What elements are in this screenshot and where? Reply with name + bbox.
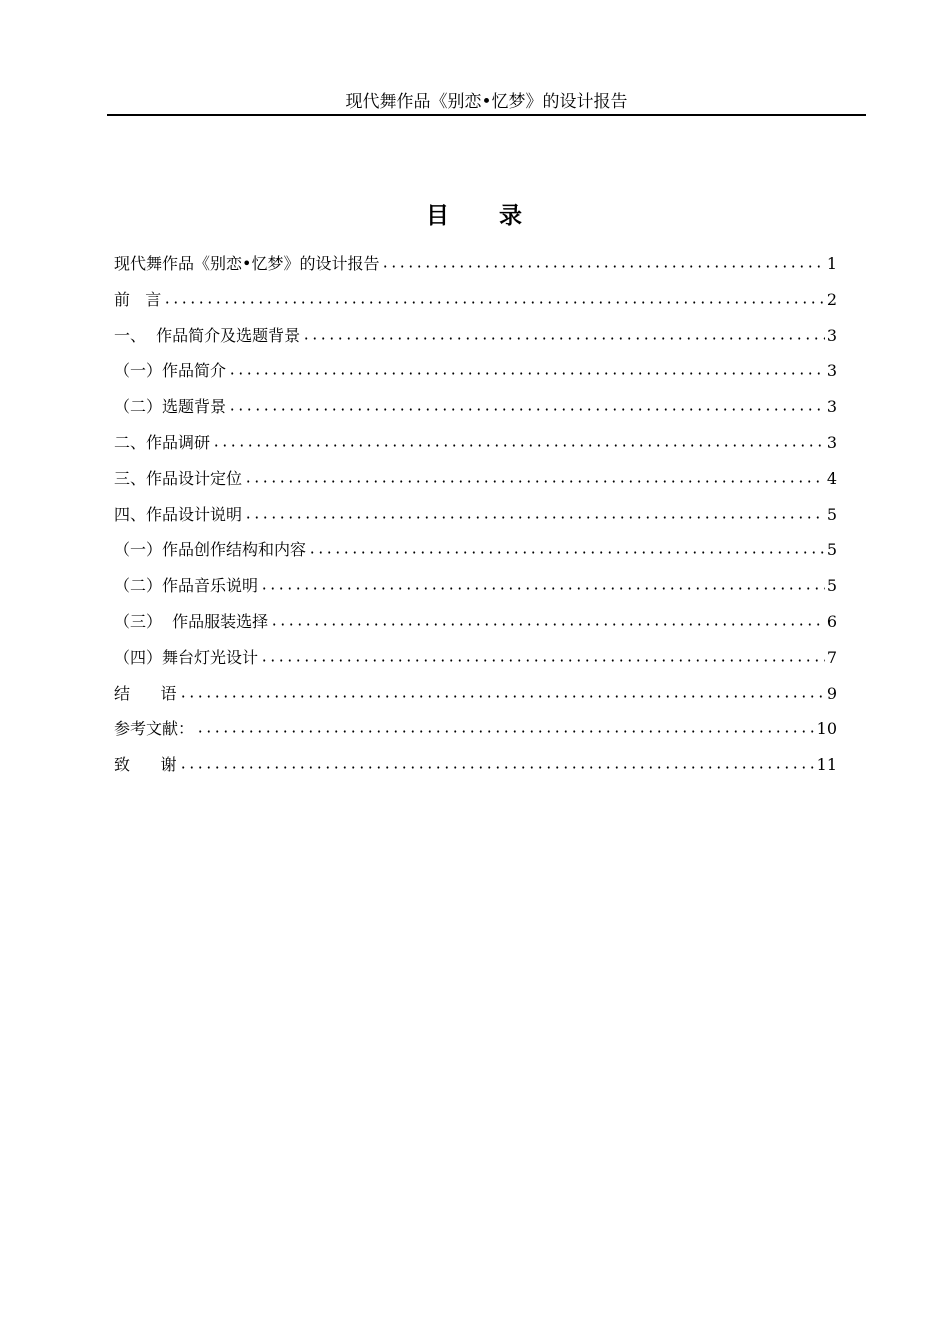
dot-leader (308, 551, 825, 554)
toc-entry-label: 致 谢 (114, 755, 177, 775)
toc-entry[interactable] (114, 717, 837, 753)
toc-entry[interactable] (114, 324, 837, 360)
toc-entry-label: 三、作品设计定位 (114, 468, 243, 488)
dot-leader (244, 480, 825, 483)
toc-entry[interactable] (114, 252, 837, 288)
running-header: 现代舞作品《别恋•忆梦》的设计报告 (345, 92, 628, 112)
header-rule (107, 114, 866, 116)
toc-entry-label: （二）选题背景 (114, 397, 227, 417)
dot-leader (228, 408, 825, 411)
toc-entry-page: 4 (826, 468, 837, 488)
toc-entry-page: 3 (826, 432, 837, 452)
dot-leader (212, 444, 825, 447)
dot-leader (302, 337, 825, 340)
toc-entry-page: 5 (826, 540, 837, 560)
toc-entry-label: （二）作品音乐说明 (114, 576, 259, 596)
toc-entry[interactable] (114, 610, 837, 646)
toc-entry-label: （四）舞台灯光设计 (114, 647, 259, 667)
dot-leader (381, 265, 824, 268)
toc-entry-page: 3 (826, 397, 837, 417)
toc-entry-label: 参考文献： (114, 719, 195, 739)
toc-entry-label: 前 言 (114, 289, 162, 309)
toc-entry-page: 1 (826, 254, 837, 273)
toc-entry[interactable] (114, 646, 837, 682)
toc-entry[interactable] (114, 431, 837, 467)
toc-entry-label: （一）作品创作结构和内容 (114, 540, 307, 560)
toc-entry-label: 二、作品调研 (114, 432, 211, 452)
toc-title (0, 197, 950, 230)
toc-entry-label: 四、作品设计说明 (114, 504, 243, 524)
toc-title-char: 目 (426, 202, 451, 229)
toc-entry[interactable] (114, 395, 837, 431)
toc-entry[interactable] (114, 682, 837, 718)
dot-leader (179, 695, 825, 698)
toc-entry-label: （一）作品简介 (114, 361, 227, 381)
dot-leader (244, 516, 825, 519)
toc-entry-label: 结 语 (114, 683, 177, 703)
toc-entry-page: 5 (826, 504, 837, 524)
toc-entry-page: 6 (826, 611, 837, 631)
toc-entry-label: 现代舞作品《别恋•忆梦》的设计报告 (114, 254, 380, 273)
dot-leader (163, 301, 825, 304)
toc-entry-page: 3 (826, 325, 837, 345)
toc-entry-page: 10 (816, 719, 837, 739)
toc-entry[interactable] (114, 503, 837, 539)
toc-entry[interactable] (114, 538, 837, 574)
toc-entry-page: 3 (826, 361, 837, 381)
toc-entry[interactable] (114, 288, 837, 324)
toc-entry-page: 9 (826, 683, 837, 703)
toc-entry-label: （三） 作品服装选择 (114, 611, 269, 631)
dot-leader (196, 730, 815, 733)
toc-entry-page: 11 (816, 755, 837, 775)
dot-leader (270, 623, 825, 626)
toc-entry-page: 2 (826, 289, 837, 309)
dot-leader (260, 659, 825, 662)
table-of-contents (114, 252, 837, 789)
toc-entry[interactable] (114, 753, 837, 789)
dot-leader (228, 372, 825, 375)
dot-leader (260, 587, 825, 590)
toc-entry-page: 5 (826, 576, 837, 596)
toc-entry[interactable] (114, 467, 837, 503)
toc-title-char: 录 (499, 202, 524, 229)
dot-leader (179, 766, 815, 769)
toc-entry[interactable] (114, 574, 837, 610)
toc-entry-label: 一、 作品简介及选题背景 (114, 325, 301, 345)
toc-entry-page: 7 (826, 647, 837, 667)
toc-entry[interactable] (114, 359, 837, 395)
